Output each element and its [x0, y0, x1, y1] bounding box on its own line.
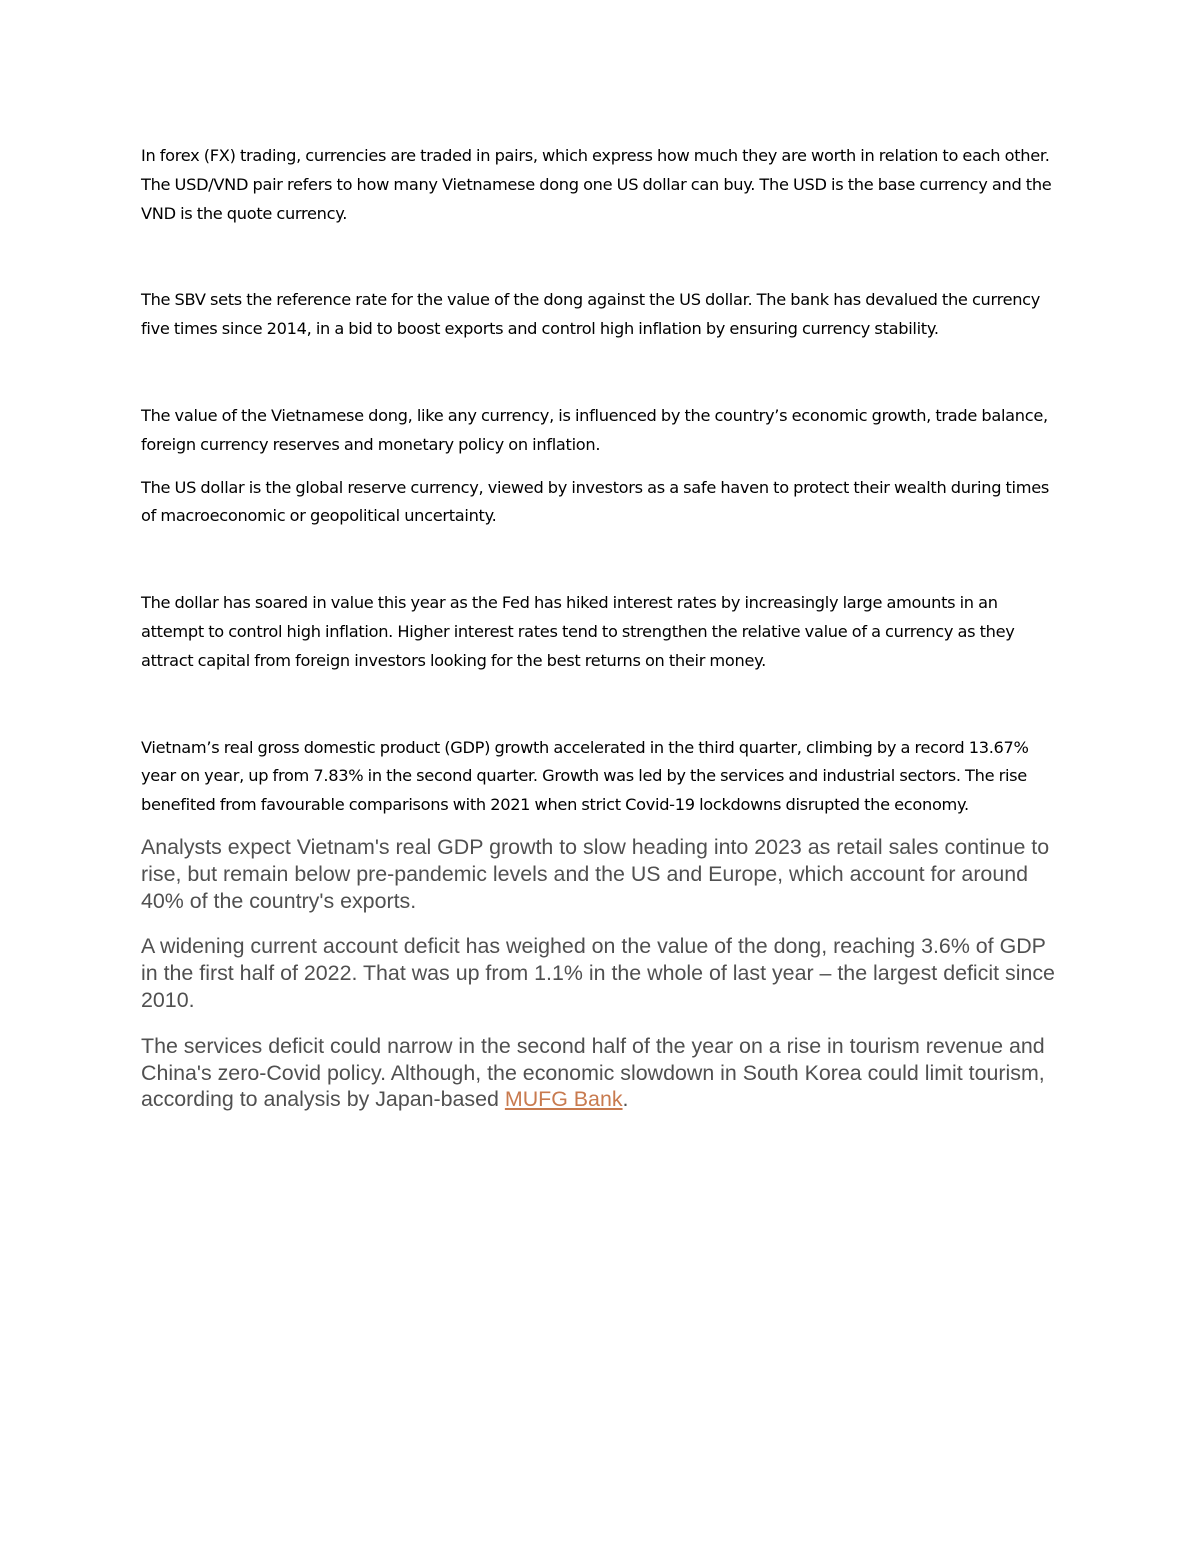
paragraph-gap	[141, 344, 1056, 402]
paragraph-services-deficit-text: The services deficit could narrow in the second half of the year on a rise in tourism revenue and China's zero-Covid policy. Although, the economic slowdown in South Korea could limit tourism, according to analysis by Japan-based	[141, 1033, 1045, 1112]
paragraph-gap	[141, 914, 1056, 933]
paragraph-gap	[141, 820, 1056, 834]
paragraph-forex-pairs: In forex (FX) trading, currencies are traded in pairs, which express how much they are worth in relation to each other. The USD/VND pair refers to how many Vietnamese dong one US dollar can buy. The USD is the base currency and the VND is the quote currency.	[141, 146, 1052, 223]
paragraph-gap	[141, 460, 1056, 474]
paragraph-vietnam-gdp: Vietnam’s real gross domestic product (GDP) growth accelerated in the third quarter, climbing by a record 13.67% year on year, up from 7.83% in the second quarter. Growth was led by the services and industrial sectors. The rise benefited from favourable comparisons with 2021 when strict Covid-19 lockdowns disrupted the economy.	[141, 737, 1029, 815]
paragraph-sbv-reference-rate: The SBV sets the reference rate for the value of the dong against the US dollar. The bank has devalued the currency five times since 2014, in a bid to boost exports and control high inflation by ensuring currency stability.	[141, 290, 1041, 339]
paragraph-current-account-deficit: A widening current account deficit has weighed on the value of the dong, reaching 3.6% of GDP in the first half of 2022. That was up from 1.1% in the whole of last year – the largest deficit since 2010.	[141, 934, 1055, 1012]
mufg-bank-link[interactable]: MUFG Bank	[504, 1087, 623, 1112]
paragraph-analysts-expect: Analysts expect Vietnam's real GDP growth to slow heading into 2023 as retail sales continue to rise, but remain below pre-pandemic levels and the US and Europe, which account for around 40% of the country's exports.	[141, 834, 1050, 913]
paragraph-dollar-soared: The dollar has soared in value this year as the Fed has hiked interest rates by increasingly large amounts in an attempt to control high inflation. Higher interest rates tend to strengthen the relative value of a currency as they attract capital from foreign investors looking for the best returns on their money.	[141, 593, 1015, 670]
paragraph-gap	[141, 531, 1056, 589]
paragraph-gap	[141, 228, 1056, 286]
paragraph-gap	[141, 676, 1056, 734]
paragraph-services-deficit-end: .	[622, 1087, 629, 1112]
paragraph-gap	[141, 1014, 1056, 1033]
document-body	[141, 142, 1056, 1113]
paragraph-services-deficit	[141, 1033, 1056, 1113]
paragraph-dong-value-factors: The value of the Vietnamese dong, like any currency, is influenced by the country’s economic growth, trade balance, foreign currency reserves and monetary policy on inflation.	[141, 405, 1048, 454]
paragraph-us-dollar-reserve: The US dollar is the global reserve currency, viewed by investors as a safe haven to protect their wealth during times of macroeconomic or geopolitical uncertainty.	[141, 477, 1050, 526]
